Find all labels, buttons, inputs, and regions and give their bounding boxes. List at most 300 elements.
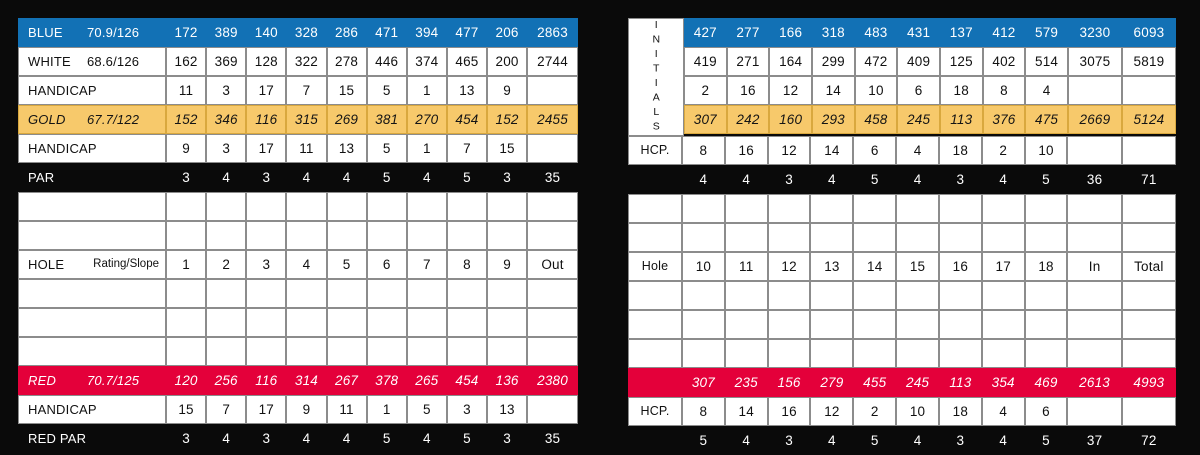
back-player-name-field[interactable] — [628, 281, 682, 310]
row-label-blue — [18, 18, 166, 47]
front-hcp-gold-h7: 1 — [407, 134, 447, 163]
front-gold-h3: 116 — [246, 105, 286, 134]
back-gold-h13: 293 — [812, 105, 855, 134]
front-player-score-row[interactable] — [18, 308, 578, 337]
back-score-in[interactable] — [1067, 339, 1121, 368]
back-red-in: 2613 — [1067, 368, 1121, 397]
front-gold-h8: 454 — [447, 105, 487, 134]
back-player-name-field[interactable] — [628, 223, 682, 252]
back-gold-in: 2669 — [1068, 105, 1122, 134]
front-score-h2[interactable] — [206, 221, 246, 250]
back-score-h14[interactable] — [853, 281, 896, 310]
front-score-h6[interactable] — [367, 308, 407, 337]
back-score-in[interactable] — [1067, 223, 1121, 252]
back-nine-scorecard — [628, 18, 1176, 455]
back-score-h12[interactable] — [768, 310, 811, 339]
back-red-par-total: 72 — [1122, 426, 1176, 455]
front-hcp-red-h9: 13 — [487, 395, 527, 424]
back-red-par-h15: 4 — [896, 426, 939, 455]
back-hcp-red-h10: 8 — [682, 397, 725, 426]
back-red-h11: 235 — [725, 368, 768, 397]
back-score-h11[interactable] — [725, 339, 768, 368]
front-hcp-men-h7: 1 — [407, 76, 447, 105]
back-blue-h10: 427 — [684, 18, 727, 47]
front-score-out[interactable] — [527, 308, 578, 337]
back-score-total[interactable] — [1122, 310, 1176, 339]
front-red-par-h1: 3 — [166, 424, 206, 453]
front-hole-num-7: 7 — [407, 250, 447, 279]
back-blue-h13: 318 — [812, 18, 855, 47]
back-player-score-row[interactable] — [628, 281, 1176, 310]
back-player-score-row[interactable] — [628, 223, 1176, 252]
front-blue-h2: 389 — [206, 18, 246, 47]
back-score-h18[interactable] — [1025, 223, 1068, 252]
back-score-h10[interactable] — [682, 281, 725, 310]
front-score-h5[interactable] — [327, 308, 367, 337]
back-score-h14[interactable] — [853, 223, 896, 252]
front-score-h2[interactable] — [206, 337, 246, 366]
front-score-h9[interactable] — [487, 192, 527, 221]
back-score-h17[interactable] — [982, 223, 1025, 252]
back-score-total[interactable] — [1122, 194, 1176, 223]
front-par-h3: 3 — [246, 163, 286, 192]
back-hole-num-10: 10 — [682, 252, 725, 281]
front-score-h2[interactable] — [206, 279, 246, 308]
front-hcp-red-h2: 7 — [206, 395, 246, 424]
back-hcp-gold-h13: 14 — [810, 136, 853, 165]
front-gold-tee-row — [18, 105, 578, 134]
front-handicap-men-row — [18, 76, 578, 105]
back-hcp-gold-h12: 12 — [768, 136, 811, 165]
front-score-h7[interactable] — [407, 279, 447, 308]
front-hcp-men-h4: 7 — [286, 76, 326, 105]
back-white-h18: 514 — [1025, 47, 1068, 76]
back-score-h11[interactable] — [725, 281, 768, 310]
front-score-h7[interactable] — [407, 221, 447, 250]
front-white-h3: 128 — [246, 47, 286, 76]
back-red-par-row — [628, 426, 1176, 455]
back-hole-num-11: 11 — [725, 252, 768, 281]
front-hcp-red-h7: 5 — [407, 395, 447, 424]
front-player-score-row[interactable] — [18, 279, 578, 308]
back-score-total[interactable] — [1122, 223, 1176, 252]
back-red-par-h10: 5 — [682, 426, 725, 455]
back-player-score-row[interactable] — [628, 310, 1176, 339]
back-blue-h15: 431 — [897, 18, 940, 47]
front-score-out[interactable] — [527, 279, 578, 308]
front-par-h4: 4 — [286, 163, 326, 192]
front-player-score-row[interactable] — [18, 337, 578, 366]
front-par-h1: 3 — [166, 163, 206, 192]
front-white-h4: 322 — [286, 47, 326, 76]
back-score-in[interactable] — [1067, 281, 1121, 310]
back-score-h13[interactable] — [810, 223, 853, 252]
back-par-h16: 3 — [939, 165, 982, 194]
front-blue-h9: 206 — [487, 18, 527, 47]
rating-slope-label: Rating/Slope — [93, 258, 159, 270]
front-score-h3[interactable] — [246, 308, 286, 337]
row-label-handicap-gold: HANDICAP — [18, 134, 166, 163]
front-red-h4: 314 — [286, 366, 326, 395]
front-score-h9[interactable] — [487, 279, 527, 308]
front-white-out: 2744 — [527, 47, 578, 76]
front-score-h2[interactable] — [206, 308, 246, 337]
front-red-h8: 454 — [447, 366, 487, 395]
back-white-in: 3075 — [1068, 47, 1122, 76]
back-hcp-red-h13: 12 — [810, 397, 853, 426]
back-par-h15: 4 — [896, 165, 939, 194]
hole-header-text: HOLE — [28, 257, 65, 272]
back-hcp-gold-h15: 4 — [896, 136, 939, 165]
front-player-score-row[interactable] — [18, 221, 578, 250]
front-par-out: 35 — [527, 163, 578, 192]
back-par-h11: 4 — [725, 165, 768, 194]
back-hcp-men-h16: 18 — [940, 76, 983, 105]
front-score-h4[interactable] — [286, 279, 326, 308]
front-score-h3[interactable] — [246, 337, 286, 366]
back-hcp-men-h14: 10 — [855, 76, 898, 105]
back-hcp-gold-h11: 16 — [725, 136, 768, 165]
front-score-h3[interactable] — [246, 221, 286, 250]
back-hcp-gold-total — [1122, 136, 1176, 165]
front-gold-h2: 346 — [206, 105, 246, 134]
initials-column[interactable] — [628, 18, 684, 136]
front-score-h9[interactable] — [487, 221, 527, 250]
back-score-total[interactable] — [1122, 339, 1176, 368]
front-score-h8[interactable] — [447, 337, 487, 366]
back-red-h18: 469 — [1025, 368, 1068, 397]
back-score-h10[interactable] — [682, 339, 725, 368]
back-score-h14[interactable] — [853, 310, 896, 339]
back-hcp-gold-h14: 6 — [853, 136, 896, 165]
front-hole-header-row — [18, 250, 578, 279]
back-score-h15[interactable] — [896, 223, 939, 252]
back-hole-num-12: 12 — [768, 252, 811, 281]
back-gold-h11: 242 — [727, 105, 770, 134]
front-player-name-field[interactable] — [18, 337, 166, 366]
back-red-par-h12: 3 — [768, 426, 811, 455]
front-hcp-red-h1: 15 — [166, 395, 206, 424]
back-score-h10[interactable] — [682, 194, 725, 223]
front-hcp-red-h6: 1 — [367, 395, 407, 424]
front-white-h1: 162 — [166, 47, 206, 76]
back-gold-h16: 113 — [940, 105, 983, 134]
back-score-h16[interactable] — [939, 223, 982, 252]
front-gold-h1: 152 — [166, 105, 206, 134]
row-label-handicap-men: HANDICAP — [18, 76, 166, 105]
back-player-score-row[interactable] — [628, 194, 1176, 223]
back-hcp-red-h11: 14 — [725, 397, 768, 426]
front-handicap-gold-row — [18, 134, 578, 163]
back-score-h16[interactable] — [939, 310, 982, 339]
back-score-h16[interactable] — [939, 339, 982, 368]
front-score-h7[interactable] — [407, 337, 447, 366]
front-red-h2: 256 — [206, 366, 246, 395]
front-hcp-gold-h1: 9 — [166, 134, 206, 163]
front-red-par-h4: 4 — [286, 424, 326, 453]
front-hole-num-4: 4 — [286, 250, 326, 279]
front-hcp-men-h1: 11 — [166, 76, 206, 105]
back-red-h13: 279 — [810, 368, 853, 397]
front-score-h9[interactable] — [487, 337, 527, 366]
back-score-h17[interactable] — [982, 281, 1025, 310]
front-player-name-field[interactable] — [18, 308, 166, 337]
back-score-h12[interactable] — [768, 194, 811, 223]
front-red-h6: 378 — [367, 366, 407, 395]
front-player-name-field[interactable] — [18, 192, 166, 221]
front-score-out[interactable] — [527, 221, 578, 250]
front-par-h5: 4 — [327, 163, 367, 192]
row-label-back-red — [628, 368, 682, 397]
front-out-header: Out — [527, 250, 578, 279]
back-score-in[interactable] — [1067, 310, 1121, 339]
back-hcp-men-h15: 6 — [897, 76, 940, 105]
back-score-h14[interactable] — [853, 339, 896, 368]
back-score-h16[interactable] — [939, 281, 982, 310]
front-hcp-men-h8: 13 — [447, 76, 487, 105]
row-rating-blue: 70.9/126 — [87, 25, 140, 40]
back-red-par-h11: 4 — [725, 426, 768, 455]
back-score-h17[interactable] — [982, 194, 1025, 223]
front-score-out[interactable] — [527, 337, 578, 366]
front-score-h1[interactable] — [166, 221, 206, 250]
back-red-par-h16: 3 — [939, 426, 982, 455]
front-hcp-gold-h6: 5 — [367, 134, 407, 163]
back-score-h10[interactable] — [682, 310, 725, 339]
row-label-back-par — [628, 165, 682, 194]
front-blue-h3: 140 — [246, 18, 286, 47]
front-blue-h5: 286 — [327, 18, 367, 47]
back-red-par-h13: 4 — [810, 426, 853, 455]
row-label-blue-text: BLUE — [28, 25, 63, 40]
back-score-total[interactable] — [1122, 281, 1176, 310]
back-blue-tee-row — [684, 18, 1176, 47]
front-score-h7[interactable] — [407, 192, 447, 221]
front-player-name-field[interactable] — [18, 221, 166, 250]
back-score-h18[interactable] — [1025, 310, 1068, 339]
back-score-h13[interactable] — [810, 281, 853, 310]
front-white-tee-row — [18, 47, 578, 76]
back-hcp-red-h16: 18 — [939, 397, 982, 426]
back-par-h13: 4 — [810, 165, 853, 194]
back-score-h18[interactable] — [1025, 194, 1068, 223]
front-par-h8: 5 — [447, 163, 487, 192]
front-white-h9: 200 — [487, 47, 527, 76]
back-player-name-field[interactable] — [628, 194, 682, 223]
back-score-h15[interactable] — [896, 281, 939, 310]
back-hcp-red-h15: 10 — [896, 397, 939, 426]
front-blue-tee-row — [18, 18, 578, 47]
front-blue-out: 2863 — [527, 18, 578, 47]
front-score-h1[interactable] — [166, 308, 206, 337]
front-score-h4[interactable] — [286, 192, 326, 221]
front-score-h3[interactable] — [246, 279, 286, 308]
back-red-h14: 455 — [853, 368, 896, 397]
front-hcp-red-h8: 3 — [447, 395, 487, 424]
back-handicap-men-row — [684, 76, 1176, 105]
back-score-h13[interactable] — [810, 194, 853, 223]
back-par-h18: 5 — [1025, 165, 1068, 194]
back-par-total: 71 — [1122, 165, 1176, 194]
back-white-h11: 271 — [727, 47, 770, 76]
front-score-out[interactable] — [527, 192, 578, 221]
row-rating-white: 68.6/126 — [87, 54, 140, 69]
front-red-h5: 267 — [327, 366, 367, 395]
back-blue-h17: 412 — [983, 18, 1026, 47]
back-hcp-gold-h16: 18 — [939, 136, 982, 165]
back-white-h16: 125 — [940, 47, 983, 76]
back-score-in[interactable] — [1067, 194, 1121, 223]
front-par-h7: 4 — [407, 163, 447, 192]
row-label-gold — [18, 105, 166, 134]
back-hole-header-row — [628, 252, 1176, 281]
back-hcp-men-h10: 2 — [684, 76, 727, 105]
back-score-h15[interactable] — [896, 310, 939, 339]
front-hcp-men-h9: 9 — [487, 76, 527, 105]
back-red-par-h18: 5 — [1025, 426, 1068, 455]
back-player-name-field[interactable] — [628, 310, 682, 339]
back-hcp-men-h18: 4 — [1025, 76, 1068, 105]
row-label-red-text: RED — [28, 373, 57, 388]
front-score-h3[interactable] — [246, 192, 286, 221]
front-player-score-row[interactable] — [18, 192, 578, 221]
back-score-h15[interactable] — [896, 339, 939, 368]
front-score-h8[interactable] — [447, 279, 487, 308]
back-white-tee-row — [684, 47, 1176, 76]
front-par-h6: 5 — [367, 163, 407, 192]
back-par-row — [628, 165, 1176, 194]
back-hcp-red-total — [1122, 397, 1176, 426]
front-score-h1[interactable] — [166, 192, 206, 221]
front-hcp-gold-h2: 3 — [206, 134, 246, 163]
back-score-h10[interactable] — [682, 223, 725, 252]
front-score-h5[interactable] — [327, 337, 367, 366]
back-total-header: Total — [1122, 252, 1176, 281]
front-score-h1[interactable] — [166, 279, 206, 308]
back-blue-h12: 166 — [769, 18, 812, 47]
back-blue-h18: 579 — [1025, 18, 1068, 47]
back-white-h12: 164 — [769, 47, 812, 76]
back-white-h15: 409 — [897, 47, 940, 76]
back-score-h12[interactable] — [768, 281, 811, 310]
back-score-h15[interactable] — [896, 194, 939, 223]
front-player-name-field[interactable] — [18, 279, 166, 308]
back-hole-num-13: 13 — [810, 252, 853, 281]
back-par-in: 36 — [1067, 165, 1121, 194]
back-par-h17: 4 — [982, 165, 1025, 194]
back-handicap-red-row — [628, 397, 1176, 426]
front-score-h2[interactable] — [206, 192, 246, 221]
front-score-h5[interactable] — [327, 279, 367, 308]
back-score-h18[interactable] — [1025, 339, 1068, 368]
back-blue-h11: 277 — [727, 18, 770, 47]
front-score-h4[interactable] — [286, 221, 326, 250]
front-hcp-red-out — [527, 395, 578, 424]
front-score-h6[interactable] — [367, 279, 407, 308]
front-red-h9: 136 — [487, 366, 527, 395]
back-score-h12[interactable] — [768, 223, 811, 252]
back-hcp-red-h17: 4 — [982, 397, 1025, 426]
front-hcp-gold-h8: 7 — [447, 134, 487, 163]
back-red-par-in: 37 — [1067, 426, 1121, 455]
back-red-h17: 354 — [982, 368, 1025, 397]
front-par-h9: 3 — [487, 163, 527, 192]
back-hole-num-18: 18 — [1025, 252, 1068, 281]
front-score-h5[interactable] — [327, 192, 367, 221]
front-score-h8[interactable] — [447, 308, 487, 337]
back-score-h14[interactable] — [853, 194, 896, 223]
back-white-h10: 419 — [684, 47, 727, 76]
back-score-h11[interactable] — [725, 223, 768, 252]
front-score-h6[interactable] — [367, 337, 407, 366]
front-white-h5: 278 — [327, 47, 367, 76]
back-player-score-row[interactable] — [628, 339, 1176, 368]
back-blue-h16: 137 — [940, 18, 983, 47]
front-white-h7: 374 — [407, 47, 447, 76]
back-blue-in: 3230 — [1068, 18, 1122, 47]
front-score-h6[interactable] — [367, 221, 407, 250]
back-gold-h15: 245 — [897, 105, 940, 134]
back-score-h11[interactable] — [725, 310, 768, 339]
back-red-par-h14: 5 — [853, 426, 896, 455]
back-score-h16[interactable] — [939, 194, 982, 223]
front-red-tee-row — [18, 366, 578, 395]
front-score-h1[interactable] — [166, 337, 206, 366]
front-score-h8[interactable] — [447, 192, 487, 221]
back-red-h15: 245 — [896, 368, 939, 397]
front-blue-h4: 328 — [286, 18, 326, 47]
front-score-h5[interactable] — [327, 221, 367, 250]
back-score-h12[interactable] — [768, 339, 811, 368]
front-score-h7[interactable] — [407, 308, 447, 337]
back-hcp-gold-h18: 10 — [1025, 136, 1068, 165]
front-score-h8[interactable] — [447, 221, 487, 250]
front-hcp-gold-h5: 13 — [327, 134, 367, 163]
front-hole-num-1: 1 — [166, 250, 206, 279]
front-hcp-men-h3: 17 — [246, 76, 286, 105]
back-score-h17[interactable] — [982, 339, 1025, 368]
back-hcp-men-in — [1068, 76, 1122, 105]
back-hcp-gold-in — [1067, 136, 1121, 165]
front-score-h6[interactable] — [367, 192, 407, 221]
back-white-h14: 472 — [855, 47, 898, 76]
back-score-h13[interactable] — [810, 339, 853, 368]
row-rating-gold: 67.7/122 — [87, 112, 140, 127]
back-score-h13[interactable] — [810, 310, 853, 339]
back-gold-h14: 458 — [855, 105, 898, 134]
back-score-h18[interactable] — [1025, 281, 1068, 310]
row-label-hcp-red: HCP. — [628, 397, 682, 426]
front-hcp-gold-out — [527, 134, 578, 163]
front-score-h9[interactable] — [487, 308, 527, 337]
front-handicap-red-row — [18, 395, 578, 424]
back-hcp-men-h17: 8 — [983, 76, 1026, 105]
initials-label: INITIALS — [650, 19, 663, 135]
front-hole-num-3: 3 — [246, 250, 286, 279]
back-hole-header-label: Hole — [628, 252, 682, 281]
back-player-name-field[interactable] — [628, 339, 682, 368]
front-hole-num-9: 9 — [487, 250, 527, 279]
back-gold-h18: 475 — [1025, 105, 1068, 134]
front-blue-h1: 172 — [166, 18, 206, 47]
front-score-h4[interactable] — [286, 308, 326, 337]
back-score-h11[interactable] — [725, 194, 768, 223]
back-score-h17[interactable] — [982, 310, 1025, 339]
back-hcp-men-h12: 12 — [769, 76, 812, 105]
front-gold-h6: 381 — [367, 105, 407, 134]
front-score-h4[interactable] — [286, 337, 326, 366]
hole-header-label — [18, 250, 166, 279]
